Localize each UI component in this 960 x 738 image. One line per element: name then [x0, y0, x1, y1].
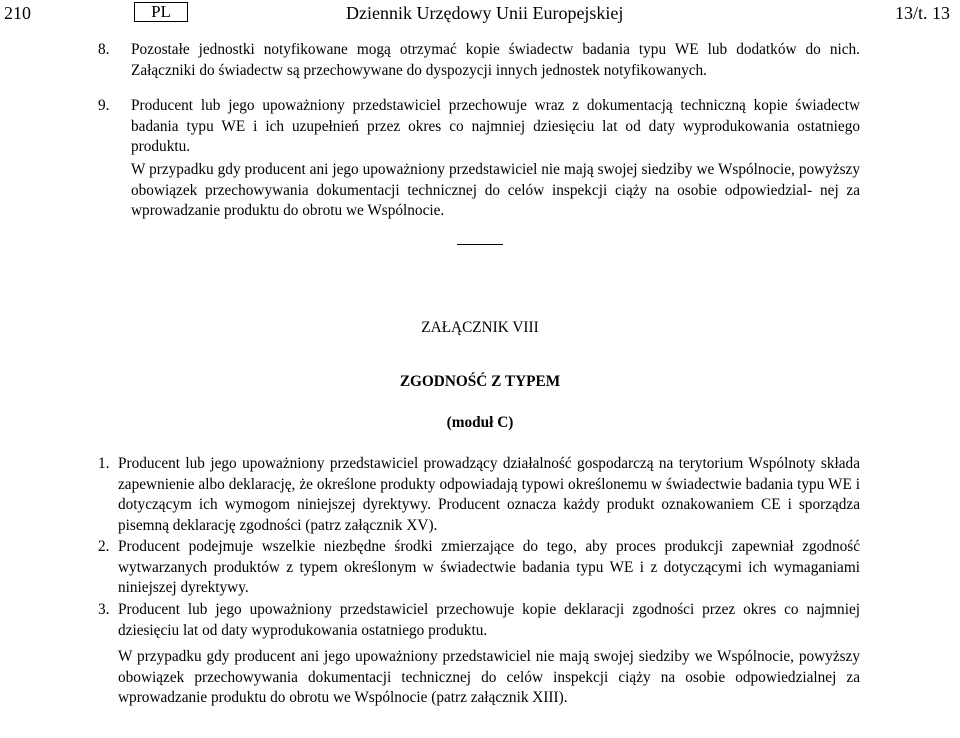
section-number: 8.: [98, 41, 110, 58]
annex-title: ZAŁĄCZNIK VIII: [421, 319, 539, 336]
annex-heading: ZGODNOŚĆ Z TYPEM: [399, 373, 561, 390]
section-number: 9.: [98, 97, 110, 114]
item-number: 3.: [98, 601, 110, 618]
item-2-text: Producent podejmuje wszelkie niezbędne środki zmierzające do tego, aby proces produkcji zapewniał zgodność wytwarzanych produktów z typem określonym w świadectwie badania typu WE i z dotyczącymi ich wymaganiami niniejszej dyrektywy.: [118, 538, 860, 597]
language-badge: PL: [134, 2, 188, 22]
journal-title: Dziennik Urzędowy Unii Europejskiej: [346, 3, 624, 23]
item-3-paragraph-2: W przypadku gdy producent ani jego upoważniony przedstawiciel nie mają swojej siedziby we Wspólnocie, powyższy obowiązek przechowywania dokumentacji technicznej do celów inspekcji ciąży na osobie odpowiedzialnej za wprowadzanie produktu do obrotu we Wspólnocie (patrz załącznik XIII).: [118, 648, 860, 707]
page-number: 210: [4, 3, 31, 23]
item-3-text: Producent lub jego upoważniony przedstawiciel przechowuje kopie deklaracji zgodności przez okres co najmniej dziesięciu lat od daty wyprodukowania ostatniego produktu.: [118, 601, 860, 639]
item-number: 2.: [98, 538, 110, 555]
module-label: (moduł C): [446, 414, 514, 431]
section-8-text: Pozostałe jednostki notyfikowane mogą otrzymać kopie świadectw badania typu WE lub dodatków do nich. Załączniki do świadectw są przechowywane do dyspozycji innych jednostek notyfikowanych.: [131, 41, 860, 79]
page-header: [0, 0, 960, 30]
item-1-text: Producent lub jego upoważniony przedstawiciel prowadzący działalność gospodarczą na terytorium Wspólnoty składa zapewnienie albo deklarację, że określone produkty odpowiadają typowi określonemu w świadectwie badania typu WE i dotyczącym ich wymogom niniejszej dyrektywy. Producent oznacza każdy produkt oznakowaniem CE i sporządza pisemną deklarację zgodności (patrz załącznik XV).: [118, 455, 860, 534]
separator-line: [457, 244, 503, 245]
section-9-paragraph-1: Producent lub jego upoważniony przedstawiciel przechowuje wraz z dokumentacją techniczną kopie świadectw badania typu WE i ich uzupełnień przez okres co najmniej dziesięciu lat od daty wyprodukowania ostatniego produktu.: [131, 97, 860, 156]
item-number: 1.: [98, 455, 110, 472]
volume-number: 13/t. 13: [894, 3, 950, 23]
section-9-paragraph-2: W przypadku gdy producent ani jego upoważniony przedstawiciel nie mają swojej siedziby we Wspólnocie, powyższy obowiązek przechowywania dokumentacji technicznej do celów inspekcji ciąży na osobie odpowiedzial- nej za wprowadzanie produktu do obrotu we Wspólnocie.: [131, 161, 860, 220]
